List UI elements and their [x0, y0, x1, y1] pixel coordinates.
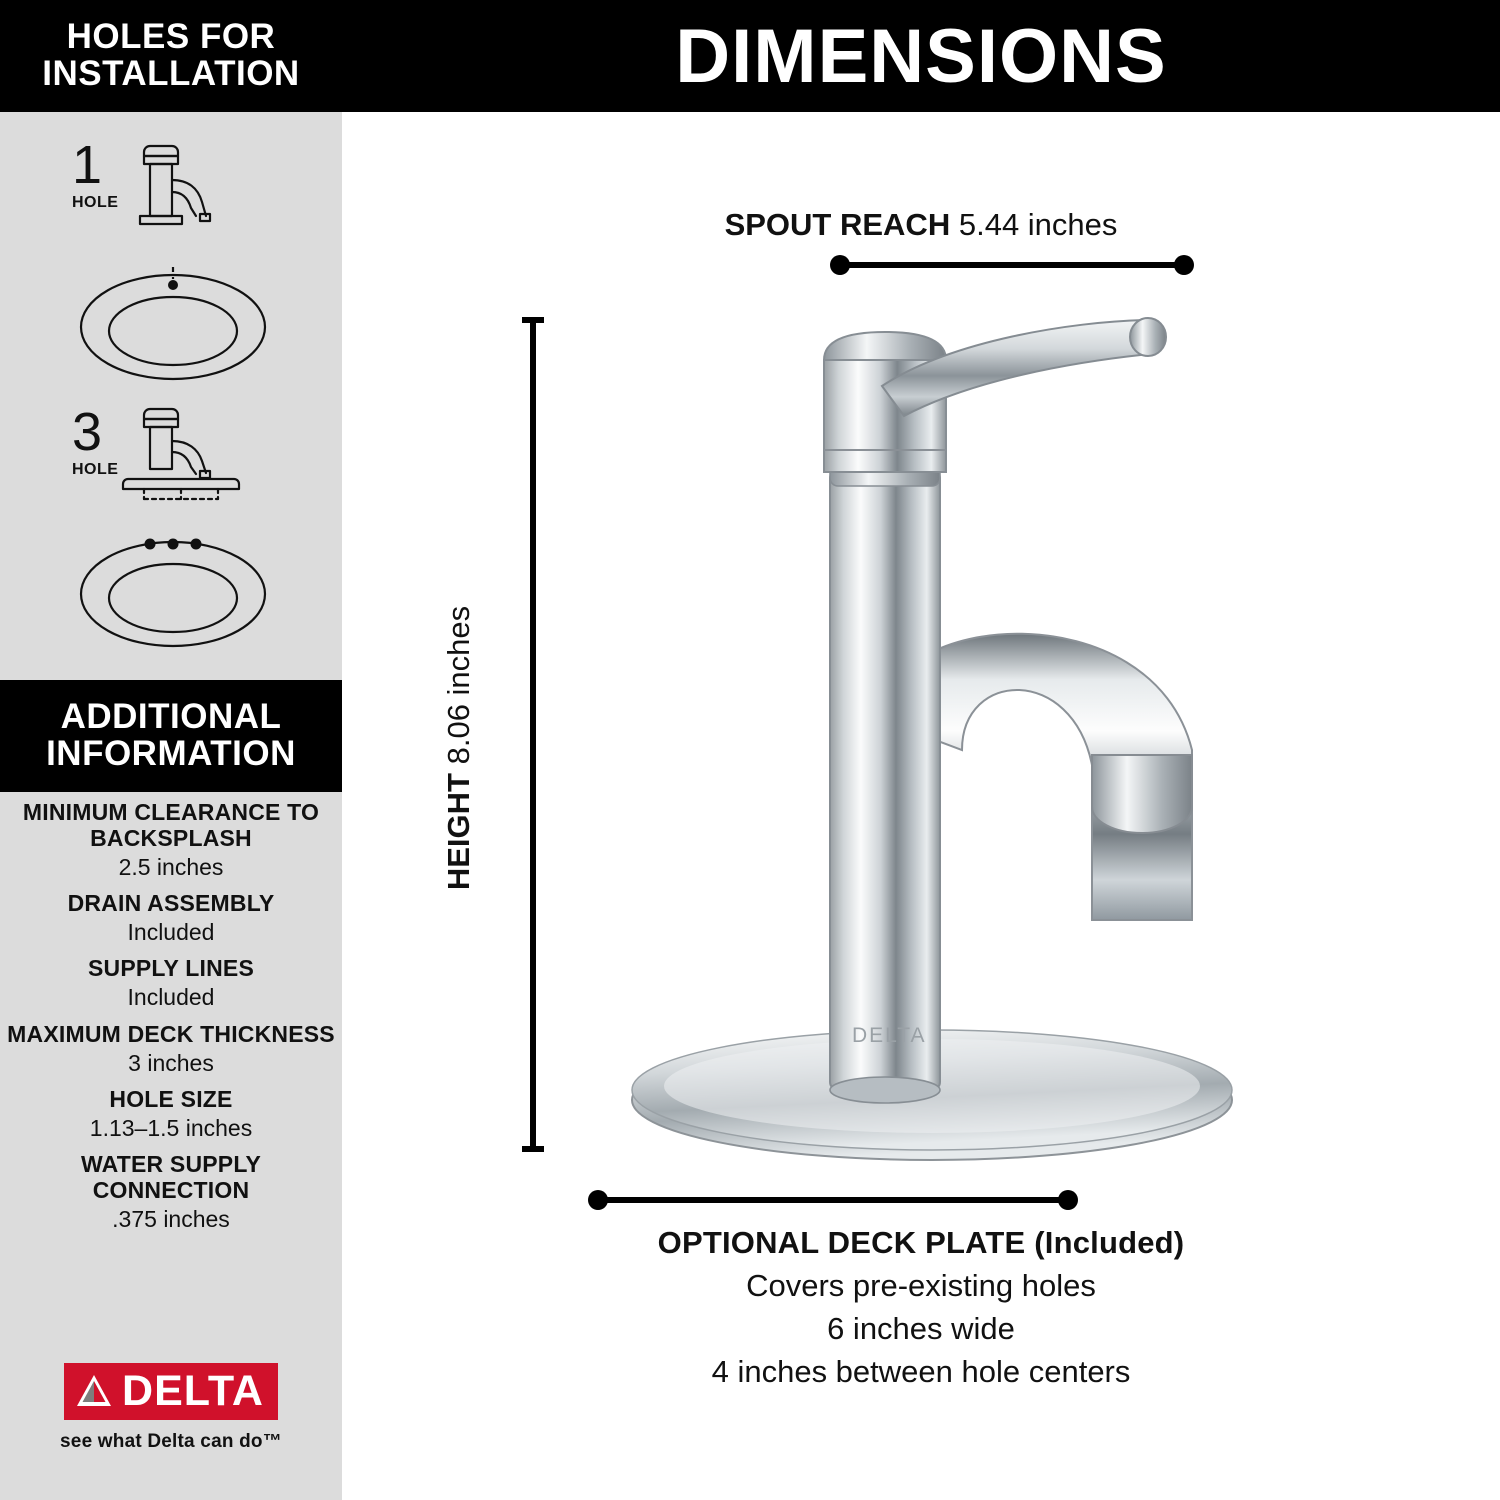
info-label: WATER SUPPLY CONNECTION [80, 1151, 262, 1204]
deck-plate-endpoint-right [1058, 1190, 1078, 1210]
info-value: 2.5 inches [118, 853, 224, 880]
deck-plate-line-1: Covers pre-existing holes [746, 1268, 1096, 1303]
faucet-body [830, 460, 940, 1103]
holes-header-line2: INSTALLATION [42, 54, 300, 93]
delta-logo [0, 1363, 342, 1453]
deck-plate-dimension-line [594, 1197, 1068, 1203]
spout-reach-label [342, 207, 1500, 243]
info-value: Included [127, 984, 215, 1011]
height-endcap-bottom [522, 1146, 544, 1152]
hole-option-1-number: 1 [72, 135, 103, 195]
info-value: Included [127, 918, 215, 945]
spout-reach-value: 5.44 inches [958, 207, 1118, 242]
sidebar [0, 0, 342, 1500]
height-dimension-line [530, 320, 536, 1152]
faucet-product-illustration [552, 300, 1332, 1200]
additional-header-line2: INFORMATION [46, 734, 296, 773]
info-label: DRAIN ASSEMBLY [67, 890, 275, 917]
sink-three-hole-icon [78, 522, 268, 652]
info-row-minimum-clearance [0, 800, 342, 881]
deck-plate-line-3: 4 inches between hole centers [711, 1354, 1131, 1389]
info-value: 3 inches [128, 1049, 214, 1076]
spout-reach-endpoint-right [1174, 255, 1194, 275]
info-value: 1.13–1.5 inches [89, 1114, 253, 1141]
info-row-maximum-deck-thickness [0, 1022, 342, 1077]
additional-information-header [0, 680, 342, 792]
height-endcap-top [522, 317, 544, 323]
height-label [441, 428, 477, 1068]
delta-wordmark: DELTA [122, 1367, 264, 1415]
deck-plate-line-2: 6 inches wide [827, 1311, 1015, 1346]
page-title: DIMENSIONS [342, 0, 1500, 112]
hole-option-3-number: 3 [72, 402, 103, 462]
additional-information-list [0, 800, 342, 1244]
faucet-three-hole-icon [120, 397, 250, 517]
spout-reach-title: SPOUT REACH [724, 207, 951, 242]
info-label: MINIMUM CLEARANCE TO BACKSPLASH [22, 799, 320, 851]
info-row-water-supply-connection [0, 1152, 342, 1233]
info-row-hole-size [0, 1087, 342, 1142]
height-value: 8.06 inches [441, 605, 476, 765]
holes-header-line1: HOLES FOR [66, 17, 276, 57]
info-value: .375 inches [112, 1205, 230, 1232]
height-title: HEIGHT [441, 773, 476, 891]
hole-option-3-word: HOLE [72, 461, 119, 478]
info-label: MAXIMUM DECK THICKNESS [7, 1020, 335, 1047]
faucet-single-hole-icon [120, 130, 250, 250]
holes-for-installation-header [0, 0, 342, 112]
holes-illustrations [0, 112, 342, 680]
spout-reach-endpoint-left [830, 255, 850, 275]
deck-plate-endpoint-left [588, 1190, 608, 1210]
sink-one-hole-icon [78, 265, 268, 385]
hole-option-1-word: HOLE [72, 194, 119, 211]
faucet-handle [882, 318, 1166, 416]
deck-plate-info [342, 1225, 1500, 1390]
delta-tagline: see what Delta can do™ [60, 1431, 282, 1452]
info-row-drain-assembly [0, 891, 342, 946]
info-label: HOLE SIZE [109, 1086, 233, 1113]
delta-logo-badge [64, 1363, 278, 1420]
spout-reach-dimension-line [834, 262, 1186, 268]
delta-triangle-icon [74, 1372, 114, 1412]
info-label: SUPPLY LINES [87, 955, 255, 982]
additional-header-line1: ADDITIONAL [60, 697, 282, 737]
main-panel [342, 0, 1500, 1500]
info-row-supply-lines [0, 956, 342, 1011]
product-brand-mark: DELTA [852, 1024, 927, 1047]
deck-plate-title: OPTIONAL DECK PLATE (Included) [657, 1225, 1185, 1260]
